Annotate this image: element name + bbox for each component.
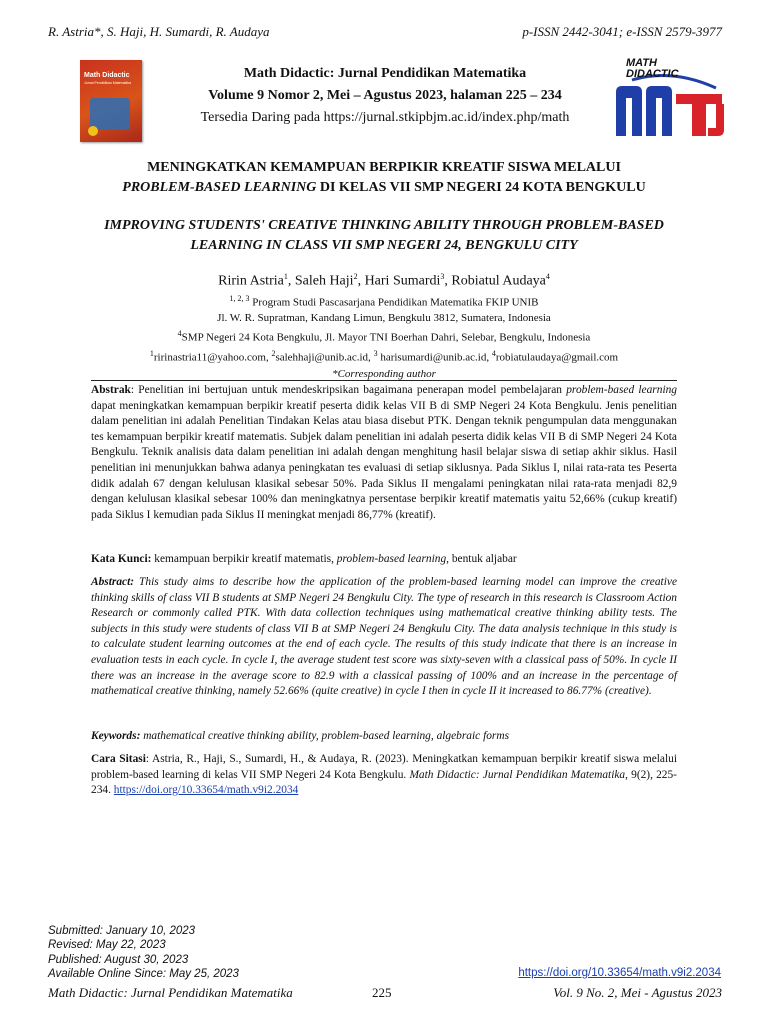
- journal-info: [160, 63, 610, 129]
- cover-subtitle: Jurnal Pendidikan Matematika: [84, 81, 131, 85]
- abstract-label: Abstract:: [91, 576, 135, 588]
- author-sup: 4: [545, 272, 550, 281]
- title-id-rest: DI KELAS VII SMP NEGERI 24 KOTA BENGKULU: [316, 180, 646, 195]
- running-header-authors: R. Astria*, S. Haji, H. Sumardi, R. Audaya: [48, 24, 270, 39]
- date-published: Published: August 30, 2023: [48, 953, 189, 966]
- citation-block: [91, 752, 677, 799]
- journal-online-url: Tersedia Daring pada https://jurnal.stkipbjm.ac.id/index.php/math: [200, 110, 570, 125]
- article-dates: [48, 924, 239, 981]
- citation-text: : Astria, R., Haji, S., Sumardi, H., & Audaya, R. (2023). Meningkatkan kemampuan berpikir kreatif siswa melalui problem-based learning di kelas VII SMP Negeri 24 Kota Bengkulu.: [91, 753, 677, 781]
- abstract-text: dapat meningkatkan kemampuan berpikir kreatif peserta didik kelas VII B di SMP Negeri 24 Kota Bengkulu. Jenis penelitian dalam penelitian ini adalah Penelitian Tindakan Kelas atau biasa disebut PTK. Dengan teknik pengumpulan data menggunakan tes kemampuan berpikir kreatif matematis. Subjek dalam penelitian ini adalah peserta didik kelas VII B di SMP Negeri 24 Kota Bengkulu. Teknik analisis data dalam penelitian ini adalah dengan menghitung hasil belajar siswa di setiap akhir siklus. Hasil penelitian ini menunjukkan bahwa adanya peningkatan tes evaluasi di setiap siklusnya. Pada Siklus I, nilai rata-rata tes Peserta didik adalah 67 dengan kelulusan klasikal sebesar 50%. Pada Siklus II mengalami peningkatan nilai rata-rata menjadi 82,9 dengan kelulusan klasikal sebesar 100% dan meningkatnya persentase berpikir kreatif matematis yaitu 52,66% (cukup kreatif) pada Siklus I kemudian pada Siklus II meningkat menjadi 86,77% (kreatif).: [91, 399, 677, 521]
- citation-doi-link[interactable]: https://doi.org/10.33654/math.v9i2.2034: [113, 784, 299, 797]
- author-sup: 1: [283, 272, 288, 281]
- aff-text: SMP Negeri 24 Kota Bengkulu, Jl. Mayor TNI Boerhan Dahri, Selebar, Bengkulu, Indonesia: [181, 331, 591, 344]
- keywords-indonesian: [91, 552, 677, 568]
- title-id-line2: [70, 178, 698, 198]
- title-id-italic: PROBLEM-BASED LEARNING: [122, 180, 317, 195]
- footer-doi-link[interactable]: https://doi.org/10.33654/math.v9i2.2034: [518, 967, 721, 979]
- abstract-text-italic: problem-based learning: [566, 384, 677, 396]
- email-sup: 1: [149, 348, 154, 358]
- email: salehhaji@unib.ac.id,: [275, 351, 374, 364]
- keywords-text: mathematical creative thinking ability, problem-based learning, algebraic forms: [140, 730, 510, 742]
- aff-sup: 4: [177, 329, 182, 339]
- cover-badge: [88, 126, 98, 136]
- logo-text-didactic: DIDACTIC: [626, 68, 679, 80]
- logo-text-math: MATH: [626, 57, 657, 69]
- email-sup: 2: [271, 348, 276, 358]
- abstract-text: This study aims to describe how the application of the problem-based learning model can improve the creative thinking skills of class VII B students at SMP Negeri 24 Bengkulu City. The type of research in this research is Classroom Action Research or commonly called PTK. With data collection techniques using mathematical creative thinking ability tests. The subjects in this study were students of class VII B at SMP Negeri 24 Bengkulu City. The data analysis technique in this study is to calculate student learning outcomes at the end of each cycle. The results of this study indicate that there is an increase in evaluation tests in each cycle. In cycle I, the average student test score was sixty-seven with a classical pass of 50%. In cycle II there was an increase in the average score to 82.9 with a classical passing of 100% and an increase in the percentage of mathematical creative thinking, namely 52.66% (quite creative) in cycle I then in cycle II it increased to 86.77% (creative).: [91, 576, 677, 698]
- date-revised: Revised: May 22, 2023: [48, 939, 166, 952]
- keywords-english: [91, 729, 677, 745]
- article-title-english: [70, 216, 698, 256]
- footer-volume: Vol. 9 No. 2, Mei - Agustus 2023: [553, 985, 722, 1000]
- citation-text: , 9(2), 225-234.: [91, 768, 677, 797]
- affiliation-2: [0, 326, 768, 346]
- running-header-issn: p-ISSN 2442-3041; e-ISSN 2579-3977: [522, 24, 722, 39]
- journal-cover-image: [80, 60, 142, 142]
- affiliation-1-address: Jl. W. R. Supratman, Kandang Limun, Bengkulu 3812, Sumatera, Indonesia: [217, 312, 551, 325]
- author-sup: 3: [440, 272, 445, 281]
- title-id-line1: MENINGKATKAN KEMAMPUAN BERPIKIR KREATIF SISWA MELALUI: [147, 160, 621, 175]
- abstract-english: [91, 575, 677, 700]
- email: robiatulaudaya@gmail.com: [495, 351, 619, 364]
- email-sup: 4: [491, 348, 496, 358]
- aff-text: Program Studi Pascasarjana Pendidikan Matematika FKIP UNIB: [249, 296, 539, 309]
- corresponding-author: *Corresponding author: [332, 367, 436, 380]
- email-sup: 3: [373, 348, 378, 358]
- footer-page-number: 225: [372, 985, 392, 1000]
- cover-graphic: [90, 98, 130, 130]
- email: ririnastria11@yahoo.com,: [153, 351, 272, 364]
- aff-sup: 1, 2, 3: [229, 293, 250, 303]
- author-name: , Saleh Haji: [287, 273, 354, 289]
- author-names: [0, 268, 768, 291]
- keywords-label: Kata Kunci:: [91, 553, 152, 565]
- author-name: , Hari Sumardi: [357, 273, 441, 289]
- citation-journal: Math Didactic: Jurnal Pendidikan Matematika: [409, 768, 626, 781]
- keywords-label: Keywords:: [91, 730, 141, 742]
- article-title-indonesian: [70, 158, 698, 198]
- journal-name: Math Didactic: Jurnal Pendidikan Matematika: [243, 66, 527, 81]
- date-online: Available Online Since: May 25, 2023: [48, 967, 239, 980]
- date-submitted: Submitted: January 10, 2023: [48, 925, 196, 937]
- title-en-line1: IMPROVING STUDENTS' CREATIVE THINKING ABILITY THROUGH PROBLEM-BASED: [104, 218, 664, 233]
- affiliation-1: [0, 291, 768, 311]
- author-name: Ririn Astria: [218, 273, 284, 289]
- footer-journal: Math Didactic: Jurnal Pendidikan Matematika: [48, 985, 293, 1000]
- journal-volume: Volume 9 Nomor 2, Mei – Agustus 2023, halaman 225 – 234: [208, 88, 562, 103]
- keywords-text: kemampuan berpikir kreatif matematis,: [151, 553, 337, 565]
- email: harisumardi@unib.ac.id,: [377, 351, 492, 364]
- author-sup: 2: [353, 272, 358, 281]
- keywords-text: , bentuk aljabar: [446, 553, 517, 565]
- author-name: , Robiatul Audaya: [444, 273, 546, 289]
- citation-label: Cara Sitasi: [91, 753, 146, 765]
- title-en-line2: LEARNING IN CLASS VII SMP NEGERI 24, BENGKULU CITY: [190, 238, 578, 253]
- authors-block: [0, 268, 768, 382]
- abstract-text: : Penelitian ini bertujuan untuk mendeskripsikan bagaimana penerapan model pembelajaran: [130, 384, 567, 396]
- logo-text: [626, 58, 679, 80]
- author-emails: [0, 346, 768, 366]
- keywords-text-italic: problem-based learning: [336, 553, 447, 565]
- math-didactic-logo: [612, 58, 728, 138]
- abstract-indonesian: [91, 380, 677, 523]
- abstract-label: Abstrak: [91, 384, 131, 396]
- cover-title: Math Didactic: [84, 72, 130, 79]
